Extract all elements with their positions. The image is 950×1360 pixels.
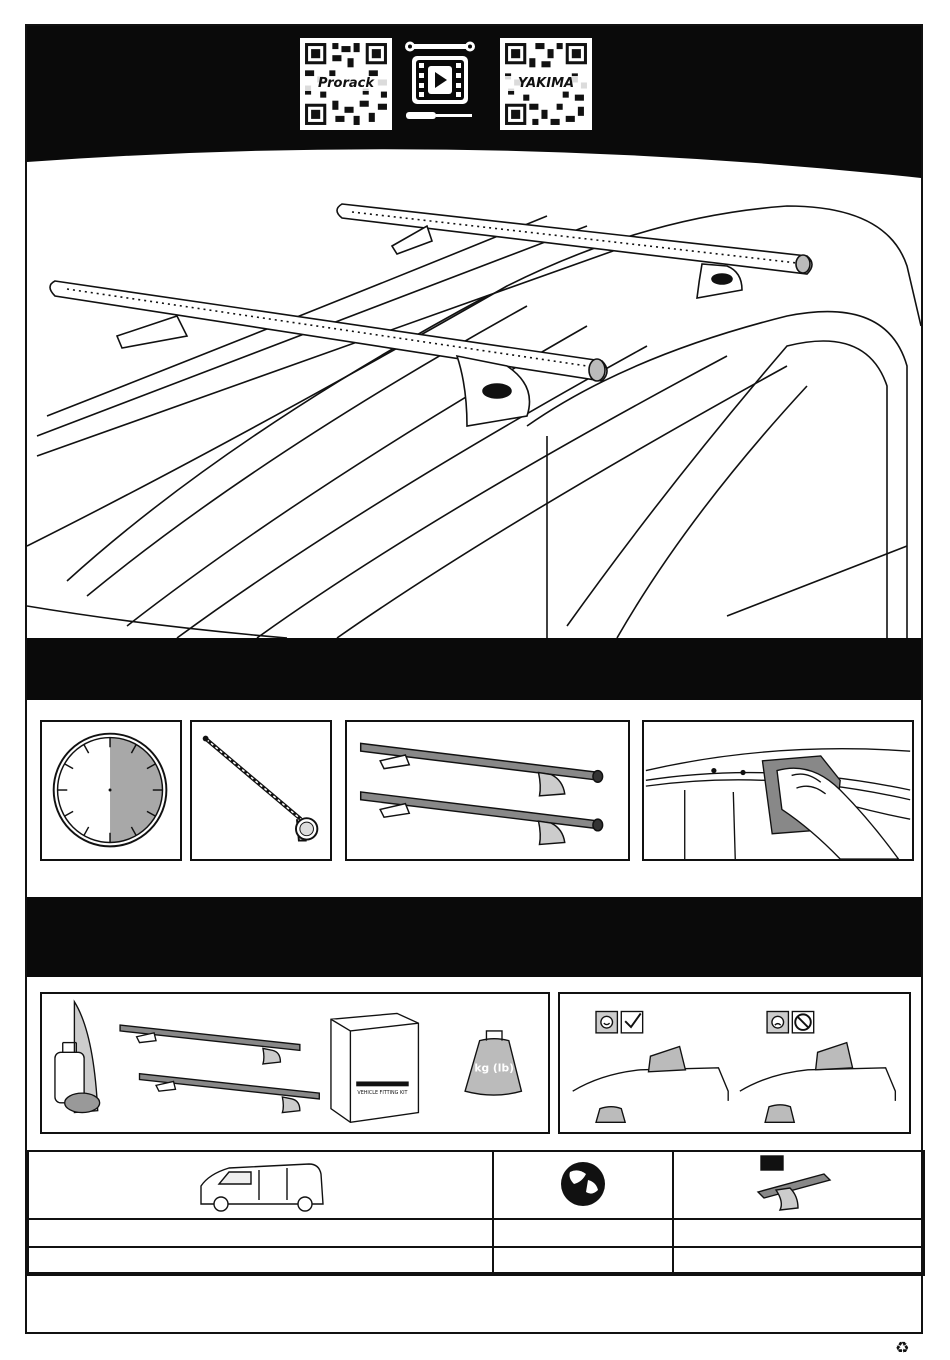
bar-foot-icon [674,1152,923,1214]
kit-contents-tile [40,992,550,1134]
hero-illustration [27,186,921,638]
weight-label: kg (lb) [474,1061,515,1075]
luggage-icon [55,1002,100,1113]
recycle-icon: ♻ [895,1338,910,1357]
table-cell [673,1247,924,1275]
fitting-kit-box-icon [331,1013,418,1122]
roof-bar-front [50,281,607,426]
weight-icon [465,1031,521,1095]
correct-load-example [573,1011,728,1122]
table-cell [28,1219,493,1247]
tool-key-icon [192,722,330,859]
torque-tool-tile [190,720,332,861]
time-required-tile [40,720,182,861]
clock-icon [42,722,180,859]
section-band-2 [27,897,921,977]
cleaning-hand-icon [644,722,912,859]
load-placement-tile [558,992,911,1134]
table-cell [673,1219,924,1247]
play-video-icon [412,56,468,104]
notes-area [27,1272,921,1334]
globe-icon [494,1152,672,1214]
wrong-load-example [740,1011,895,1122]
region-cell [493,1151,673,1219]
roof-bars-icon [347,722,628,859]
roof-bars-icon [120,1025,319,1112]
roof-bar-rear [337,204,812,298]
bar-type-cell [673,1151,924,1219]
section-band-1 [27,638,921,700]
qr-code-yakima[interactable] [500,38,592,130]
table-cell [493,1247,673,1275]
vehicle-cell [28,1151,493,1219]
wrench-icon [405,42,475,52]
table-cell [28,1247,493,1275]
screwdriver-icon [406,112,472,119]
kit-box-label: VEHICLE FITTING KIT [357,1090,408,1097]
video-tools-tile[interactable] [402,38,478,126]
rack-bars-tile [345,720,630,861]
clean-roof-tile [642,720,914,861]
table-cell [493,1219,673,1247]
qr-label-prorack: Prorack [302,76,390,91]
vehicle-info-table [27,1150,925,1276]
qr-label-yakima: YAKIMA [502,76,590,91]
qr-code-prorack[interactable] [300,38,392,130]
van-icon [29,1152,492,1214]
